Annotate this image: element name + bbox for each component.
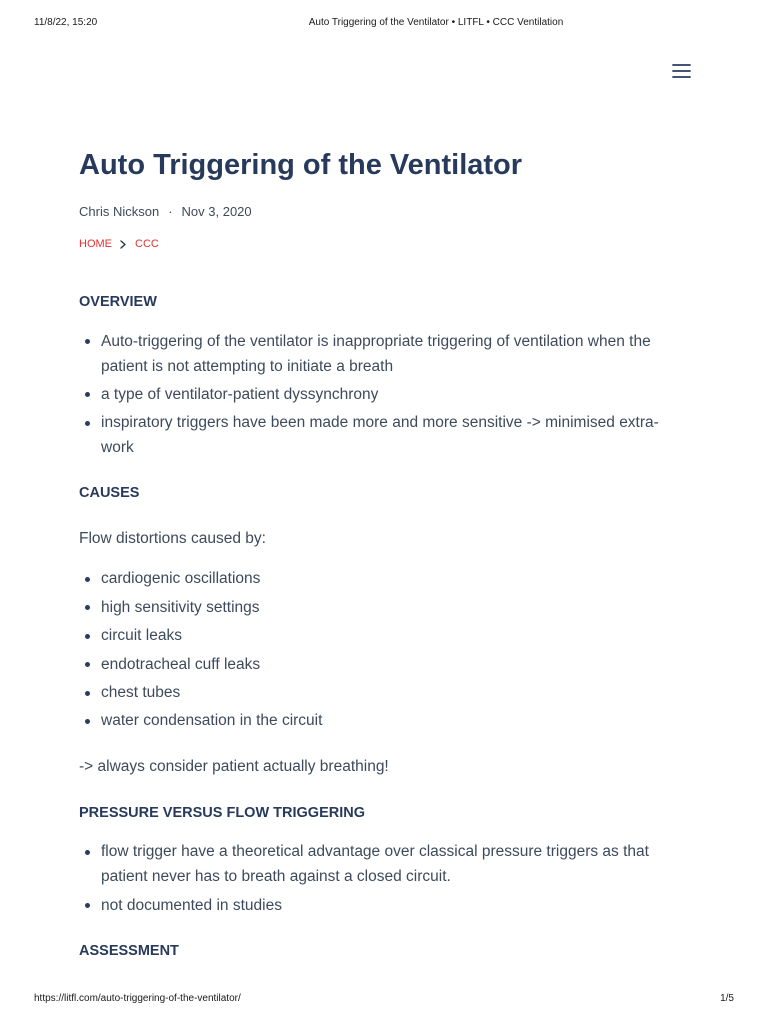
page-title: Auto Triggering of the Ventilator xyxy=(79,149,523,181)
pressure-versus-flow-list xyxy=(79,839,671,917)
list-item: cardiogenic oscillations xyxy=(101,566,671,591)
causes-intro: Flow distortions caused by: xyxy=(79,530,266,548)
list-item: circuit leaks xyxy=(101,623,671,648)
publish-date: Nov 3, 2020 xyxy=(181,204,252,219)
list-item: water condensation in the circuit xyxy=(101,708,671,733)
print-url: https://litfl.com/auto-triggering-of-the-ventilator/ xyxy=(34,993,241,1004)
section-causes xyxy=(79,483,671,779)
list-item: not documented in studies xyxy=(101,893,671,918)
list-item: inspiratory triggers have been made more and more sensitive -> minimised extra-work xyxy=(101,410,671,460)
causes-list xyxy=(79,566,671,733)
author-link[interactable]: Chris Nickson xyxy=(79,204,160,219)
section-assessment xyxy=(79,941,671,961)
chevron-right-icon xyxy=(120,240,126,249)
section-heading-overview: OVERVIEW xyxy=(79,294,157,310)
section-heading-assessment: ASSESSMENT xyxy=(79,942,179,959)
section-heading-causes: CAUSES xyxy=(79,484,140,501)
list-item: a type of ventilator-patient dyssynchrony xyxy=(101,382,671,407)
hamburger-menu-icon xyxy=(672,64,691,78)
list-item: flow trigger have a theoretical advantage over classical pressure triggers as that patient never has to breath against a closed circuit. xyxy=(101,839,671,889)
list-item: chest tubes xyxy=(101,680,671,705)
overview-list xyxy=(79,329,671,461)
section-pressure-versus-flow xyxy=(79,803,671,918)
byline-separator: · xyxy=(168,204,173,219)
breadcrumb-ccc-link[interactable]: CCC xyxy=(135,238,159,250)
list-item: high sensitivity settings xyxy=(101,595,671,620)
breadcrumb xyxy=(79,236,671,252)
article xyxy=(79,147,671,961)
list-item: endotracheal cuff leaks xyxy=(101,652,671,677)
print-page-number: 1/5 xyxy=(720,993,734,1004)
menu-button[interactable] xyxy=(668,59,695,83)
list-item: Auto-triggering of the ventilator is inappropriate triggering of ventilation when the patient is not attempting to initiate a breath xyxy=(101,329,671,379)
causes-note: -> always consider patient actually breathing! xyxy=(79,758,389,776)
section-overview xyxy=(79,292,671,460)
print-document-title: Auto Triggering of the Ventilator • LITFL • CCC Ventilation xyxy=(308,17,564,28)
byline xyxy=(79,203,671,221)
breadcrumb-home-link[interactable]: HOME xyxy=(79,238,112,250)
print-datetime: 11/8/22, 15:20 xyxy=(34,17,98,28)
section-heading-pressure-versus-flow: PRESSURE VERSUS FLOW TRIGGERING xyxy=(79,804,365,821)
